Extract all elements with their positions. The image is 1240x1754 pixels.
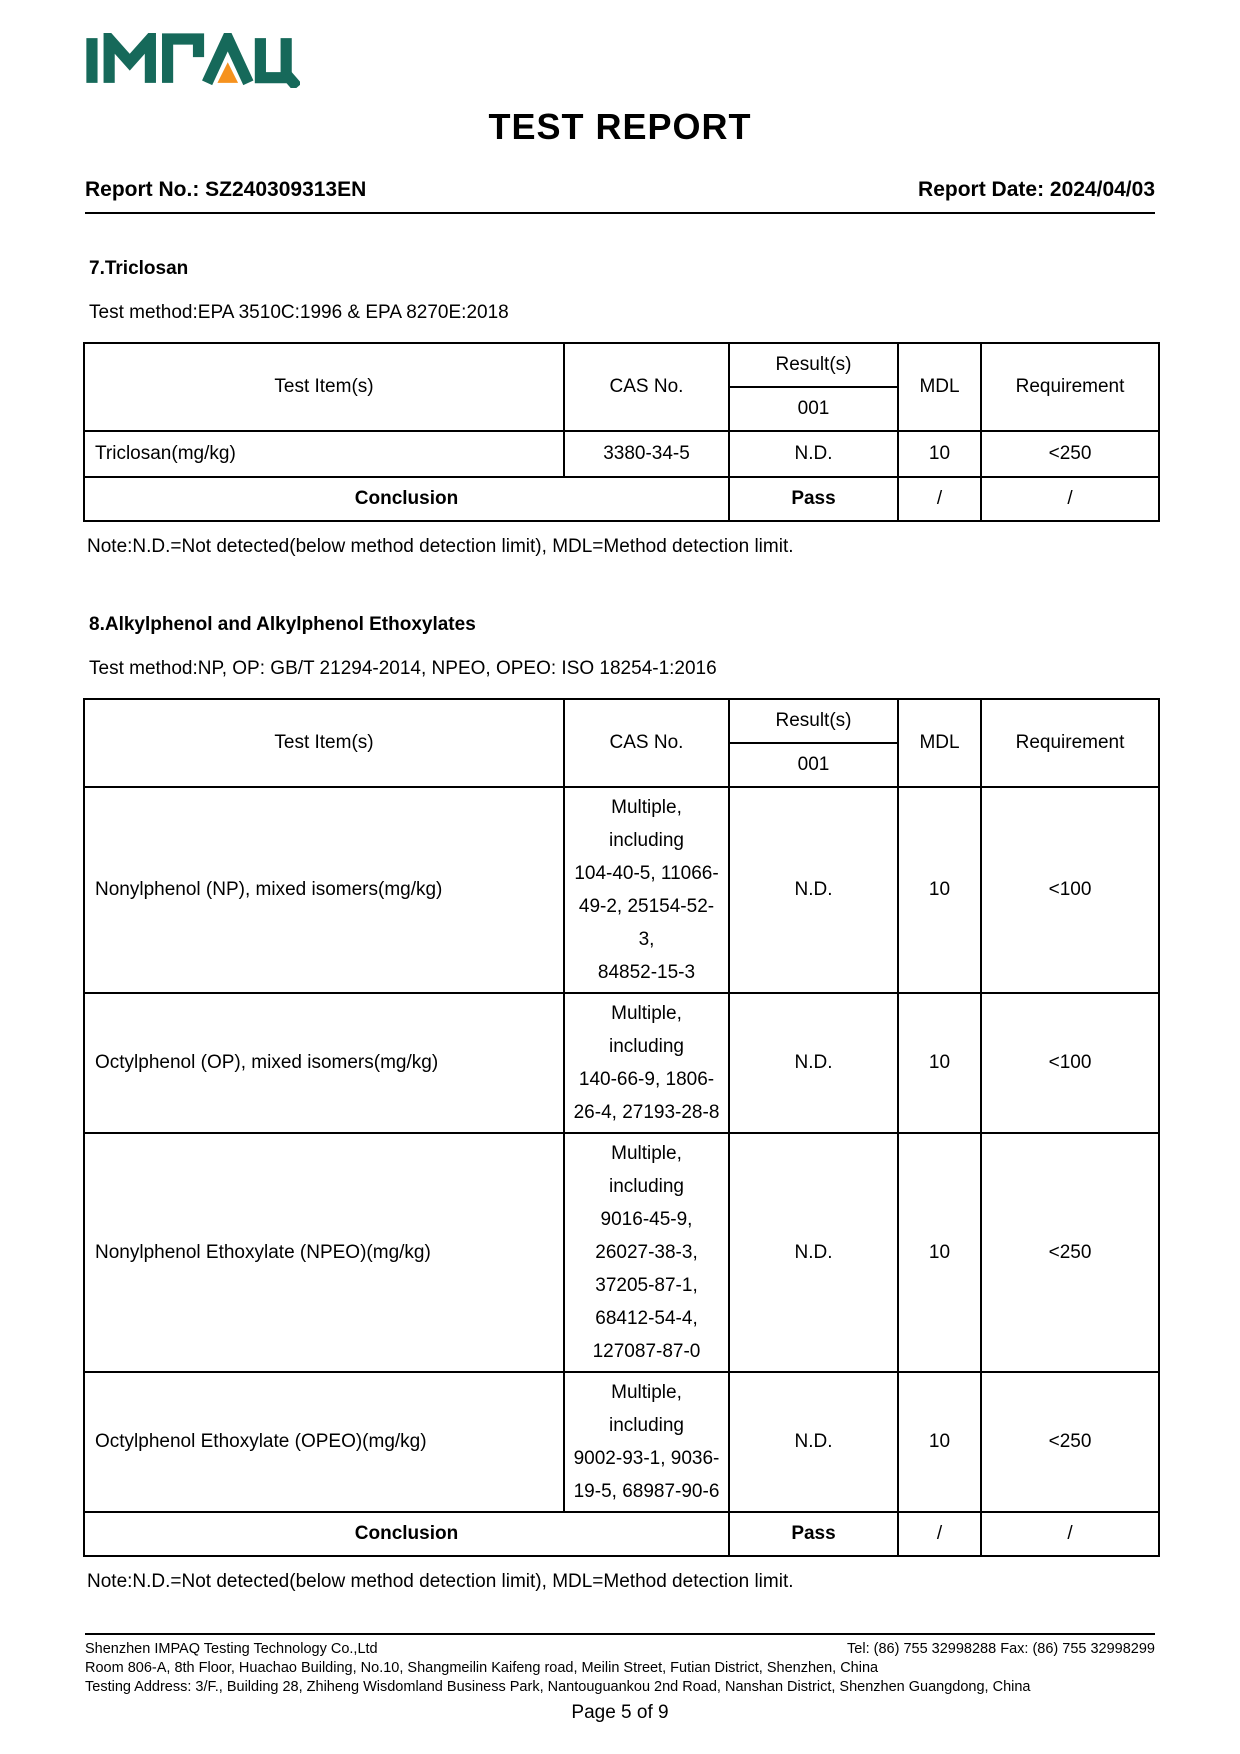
conclusion-result-cell: Pass (729, 1512, 898, 1556)
conclusion-mdl-cell: / (898, 1512, 981, 1556)
cas-line: 49-2, 25154-52-3, (578, 896, 715, 950)
cas-cell: 3380-34-5 (564, 431, 729, 477)
report-date: Report Date: 2024/04/03 (918, 178, 1155, 201)
mdl-header: MDL (898, 699, 981, 787)
cas-line: Multiple, including (609, 1382, 684, 1436)
conclusion-mdl-cell: / (898, 477, 981, 521)
section-7-heading: 7.Triclosan (89, 258, 189, 279)
test-report-page (85, 33, 1155, 1593)
cas-line: 9016-45-9, (600, 1209, 693, 1230)
cas-line: 68412-54-4, (595, 1308, 698, 1329)
logo-letter-p (168, 39, 199, 83)
footer-address-1: Room 806-A, 8th Floor, Huachao Building, No.10, Shangmeilin Kaifeng road, Meilin Street, Futian District, Shenzhen, China (85, 1660, 879, 1676)
mdl-cell: 10 (898, 1372, 981, 1512)
requirement-cell: <250 (981, 1133, 1159, 1372)
table-row (84, 993, 1159, 1133)
test-item-cell: Octylphenol Ethoxylate (OPEO)(mg/kg) (84, 1372, 564, 1512)
section-7-test-method: Test method:EPA 3510C:1996 & EPA 8270E:2018 (89, 302, 509, 323)
triclosan-table (83, 342, 1160, 522)
cas-cell (564, 1372, 729, 1512)
test-item-header: Test Item(s) (84, 343, 564, 431)
requirement-cell: <100 (981, 993, 1159, 1133)
result-header: Result(s) (729, 343, 898, 387)
report-number: Report No.: SZ240309313EN (85, 178, 367, 201)
footer-address-2: Testing Address: 3/F., Building 28, Zhiheng Wisdomland Business Park, Nantouguankou 2nd Road, Nanshan District, Shenzhen Guangdong, China (85, 1679, 1031, 1695)
cas-line: Multiple, including (609, 1003, 684, 1057)
cas-line: Multiple, including (609, 1143, 684, 1197)
cas-cell (564, 1133, 729, 1372)
conclusion-label-cell: Conclusion (84, 477, 729, 521)
conclusion-result-cell: Pass (729, 477, 898, 521)
result-cell: N.D. (729, 431, 898, 477)
requirement-header: Requirement (981, 699, 1159, 787)
table-header-row (84, 699, 1159, 743)
requirement-cell: <250 (981, 431, 1159, 477)
result-header: Result(s) (729, 699, 898, 743)
cas-line: 19-5, 68987-90-6 (573, 1481, 720, 1502)
table-header-row (84, 343, 1159, 387)
cas-line: Multiple, including (609, 797, 684, 851)
table-row (84, 787, 1159, 993)
mdl-cell: 10 (898, 431, 981, 477)
page-number: Page 5 of 9 (571, 1702, 669, 1723)
result-cell: N.D. (729, 993, 898, 1133)
result-cell: N.D. (729, 1133, 898, 1372)
sample-id-header: 001 (729, 743, 898, 787)
test-item-header: Test Item(s) (84, 699, 564, 787)
cas-line: 104-40-5, 11066- (574, 863, 719, 884)
cas-cell (564, 787, 729, 993)
requirement-header: Requirement (981, 343, 1159, 431)
test-item-cell: Nonylphenol (NP), mixed isomers(mg/kg) (84, 787, 564, 993)
logo-letter-q-tail (286, 74, 297, 87)
cas-cell (564, 993, 729, 1133)
section-8-test-method: Test method:NP, OP: GB/T 21294-2014, NPEO, OPEO: ISO 18254-1:2016 (89, 658, 717, 679)
cas-line: 127087-87-0 (592, 1341, 701, 1362)
cas-line: 84852-15-3 (597, 962, 696, 983)
footer-tel-fax: Tel: (86) 755 32998288 Fax: (86) 755 32998299 (847, 1641, 1155, 1657)
footer-company: Shenzhen IMPAQ Testing Technology Co.,Ltd (85, 1641, 378, 1657)
test-item-cell: Nonylphenol Ethoxylate (NPEO)(mg/kg) (84, 1133, 564, 1372)
test-item-cell: Triclosan(mg/kg) (84, 431, 564, 477)
conclusion-label-cell: Conclusion (84, 1512, 729, 1556)
conclusion-row (84, 1512, 1159, 1556)
page-footer (85, 1633, 1155, 1724)
report-meta-bar (85, 178, 1155, 214)
test-item-cell: Octylphenol (OP), mixed isomers(mg/kg) (84, 993, 564, 1133)
table-row (84, 1372, 1159, 1512)
logo-letter-m (109, 39, 150, 83)
mdl-cell: 10 (898, 1133, 981, 1372)
conclusion-requirement-cell: / (981, 477, 1159, 521)
section-7-note: Note:N.D.=Not detected(below method detection limit), MDL=Method detection limit. (87, 536, 794, 557)
alkylphenol-table (83, 698, 1160, 1557)
result-cell: N.D. (729, 787, 898, 993)
mdl-cell: 10 (898, 787, 981, 993)
result-cell: N.D. (729, 1372, 898, 1512)
section-8-heading: 8.Alkylphenol and Alkylphenol Ethoxylates (89, 614, 476, 635)
cas-header: CAS No. (564, 699, 729, 787)
mdl-cell: 10 (898, 993, 981, 1133)
requirement-cell: <100 (981, 787, 1159, 993)
impaq-logo (85, 33, 300, 88)
conclusion-row (84, 477, 1159, 521)
requirement-cell: <250 (981, 1372, 1159, 1512)
conclusion-requirement-cell: / (981, 1512, 1159, 1556)
cas-line: 140-66-9, 1806- (578, 1069, 715, 1090)
table-row (84, 1133, 1159, 1372)
cas-line: 26027-38-3, (595, 1242, 698, 1263)
cas-line: 37205-87-1, (595, 1275, 698, 1296)
logo-letter-q (260, 38, 286, 78)
sample-id-header: 001 (729, 387, 898, 431)
mdl-header: MDL (898, 343, 981, 431)
cas-line: 26-4, 27193-28-8 (573, 1102, 720, 1123)
table-row (84, 431, 1159, 477)
cas-line: 9002-93-1, 9036- (573, 1448, 720, 1469)
section-8-note: Note:N.D.=Not detected(below method detection limit), MDL=Method detection limit. (87, 1571, 794, 1592)
cas-header: CAS No. (564, 343, 729, 431)
page-title: TEST REPORT (488, 106, 752, 147)
